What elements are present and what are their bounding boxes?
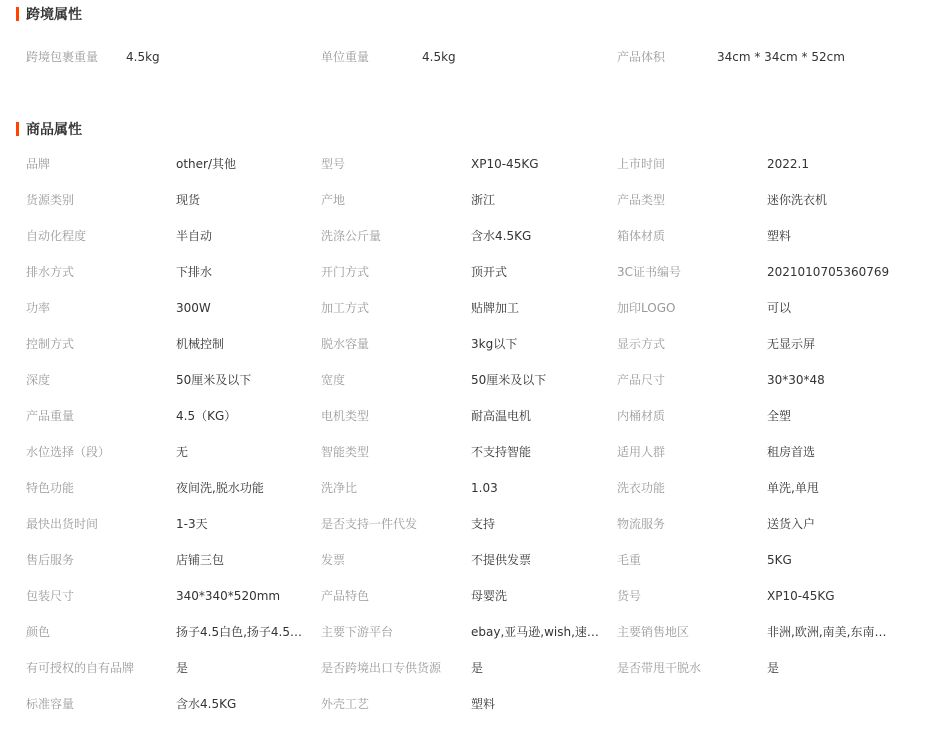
attr-value: 送货入户: [767, 517, 816, 531]
attr-label: 深度: [26, 373, 51, 387]
attr-value: 塑料: [767, 229, 792, 243]
attr-value: other/其他: [176, 157, 237, 171]
attribute-row: [0, 650, 940, 686]
attr-value: 3kg以下: [471, 337, 518, 351]
attr-label: 跨境包裹重量: [26, 50, 99, 64]
attr-value: 夜间洗,脱水功能: [176, 481, 264, 495]
attr-value: 是: [767, 661, 780, 675]
attr-label: 主要下游平台: [321, 625, 394, 639]
attr-label: 自动化程度: [26, 229, 87, 243]
attr-value: 不提供发票: [471, 553, 532, 567]
attr-label: 主要销售地区: [617, 625, 690, 639]
attr-value: XP10-45KG: [471, 157, 539, 171]
attr-label: 产品类型: [617, 193, 666, 207]
attr-label: 功率: [26, 301, 51, 315]
attr-value: 50厘米及以下: [176, 373, 252, 387]
attr-value: ebay,亚马逊,wish,速…: [471, 625, 599, 639]
attr-value: 现货: [176, 193, 201, 207]
attr-label: 内桶材质: [617, 409, 666, 423]
attr-label: 洗净比: [321, 481, 358, 495]
attr-label: 产品重量: [26, 409, 75, 423]
section-title-cross-border: [16, 4, 82, 24]
section-accent-bar: [16, 122, 19, 136]
attribute-row: [0, 434, 940, 470]
attr-label: 毛重: [617, 553, 642, 567]
attr-value: 可以: [767, 301, 792, 315]
attr-label: 产品特色: [321, 589, 370, 603]
attribute-row: [0, 542, 940, 578]
attribute-row: [0, 506, 940, 542]
attr-label: 标准容量: [26, 697, 75, 711]
attr-label: 排水方式: [26, 265, 75, 279]
attr-value: 300W: [176, 301, 211, 315]
attr-label: 货号: [617, 589, 642, 603]
attr-value: 店铺三包: [176, 553, 225, 567]
attr-value: 4.5（KG）: [176, 409, 237, 423]
attr-value: 2021010705360769: [767, 265, 890, 279]
attr-value: 浙江: [471, 193, 496, 207]
attr-value: 非洲,欧洲,南美,东南…: [767, 625, 887, 639]
attr-label: 是否跨境出口专供货源: [321, 661, 442, 675]
attr-value: 5KG: [767, 553, 792, 567]
cross-border-row: [0, 39, 940, 75]
attribute-row: [0, 614, 940, 650]
attr-label: 产品体积: [617, 50, 666, 64]
attr-label: 颜色: [26, 625, 51, 639]
attr-label: 发票: [321, 553, 346, 567]
attribute-row: [0, 182, 940, 218]
attr-value: 无: [176, 445, 189, 459]
attribute-row: [0, 290, 940, 326]
attr-value: 单洗,单甩: [767, 481, 819, 495]
attr-label: 物流服务: [617, 517, 666, 531]
attr-value: 50厘米及以下: [471, 373, 547, 387]
attr-value: 耐高温电机: [471, 409, 532, 423]
attr-value: 半自动: [176, 229, 213, 243]
attr-label: 型号: [321, 157, 346, 171]
attr-value: 1.03: [471, 481, 498, 495]
attribute-row: [0, 470, 940, 506]
attr-value: 34cm * 34cm * 52cm: [717, 50, 845, 64]
attr-value: 下排水: [176, 265, 213, 279]
attribute-row: [0, 254, 940, 290]
attr-label: 加工方式: [321, 301, 370, 315]
attr-value: 迷你洗衣机: [767, 193, 828, 207]
attr-label: 上市时间: [617, 157, 666, 171]
attr-value: 4.5kg: [422, 50, 456, 64]
attribute-row: [0, 326, 940, 362]
attribute-row: [0, 686, 940, 722]
attr-value: 是: [471, 661, 484, 675]
section-title-text: 跨境属性: [26, 7, 82, 23]
attr-label: 宽度: [321, 373, 346, 387]
attr-label: 产品尺寸: [617, 373, 666, 387]
attr-value: 4.5kg: [126, 50, 160, 64]
attr-value: 无显示屏: [767, 337, 816, 351]
attr-label: 最快出货时间: [26, 517, 99, 531]
attribute-row: [0, 578, 940, 614]
attr-value: 贴牌加工: [471, 301, 520, 315]
attr-label: 电机类型: [321, 409, 370, 423]
attribute-row: [0, 146, 940, 182]
attr-label: 箱体材质: [617, 229, 666, 243]
section-title-text: 商品属性: [26, 122, 82, 138]
attr-value: 顶开式: [471, 265, 508, 279]
attr-label: 是否支持一件代发: [321, 517, 418, 531]
attr-label: 3C证书编号: [617, 265, 682, 279]
attr-label: 显示方式: [617, 337, 666, 351]
attribute-row: [0, 362, 940, 398]
attr-label: 包装尺寸: [26, 589, 75, 603]
attr-label: 智能类型: [321, 445, 370, 459]
attr-label: 加印LOGO: [617, 301, 676, 315]
attribute-row: [0, 218, 940, 254]
attr-value: 2022.1: [767, 157, 809, 171]
attr-label: 外壳工艺: [321, 697, 370, 711]
attr-label: 脱水容量: [321, 337, 370, 351]
attr-value: 全塑: [767, 409, 792, 423]
attr-value: 支持: [471, 517, 496, 531]
attr-value: 含水4.5KG: [471, 229, 532, 243]
section-title-product: [16, 119, 82, 139]
section-accent-bar: [16, 7, 19, 21]
attr-value: XP10-45KG: [767, 589, 835, 603]
attr-label: 有可授权的自有品牌: [26, 661, 135, 675]
attr-value: 1-3天: [176, 517, 208, 531]
attr-label: 开门方式: [321, 265, 370, 279]
attr-value: 是: [176, 661, 189, 675]
attr-label: 洗衣功能: [617, 481, 666, 495]
attr-label: 适用人群: [617, 445, 666, 459]
attr-value: 机械控制: [176, 337, 225, 351]
attr-label: 品牌: [26, 157, 51, 171]
attr-label: 控制方式: [26, 337, 75, 351]
attr-value: 母婴洗: [471, 589, 508, 603]
attr-label: 货源类别: [26, 193, 75, 207]
attr-label: 是否带甩干脱水: [617, 661, 702, 675]
attr-value: 含水4.5KG: [176, 697, 237, 711]
attr-value: 塑料: [471, 697, 496, 711]
attr-label: 水位选择（段）: [26, 445, 111, 459]
attr-label: 产地: [321, 193, 346, 207]
attr-value: 30*30*48: [767, 373, 825, 387]
attr-value: 不支持智能: [471, 445, 532, 459]
attr-value: 扬子4.5白色,扬子4.5…: [176, 625, 302, 639]
attr-label: 特色功能: [26, 481, 75, 495]
attribute-row: [0, 398, 940, 434]
attr-label: 洗涤公斤量: [321, 229, 382, 243]
attr-value: 租房首选: [767, 445, 816, 459]
attr-label: 售后服务: [26, 553, 75, 567]
attr-label: 单位重量: [321, 50, 370, 64]
attr-value: 340*340*520mm: [176, 589, 281, 603]
